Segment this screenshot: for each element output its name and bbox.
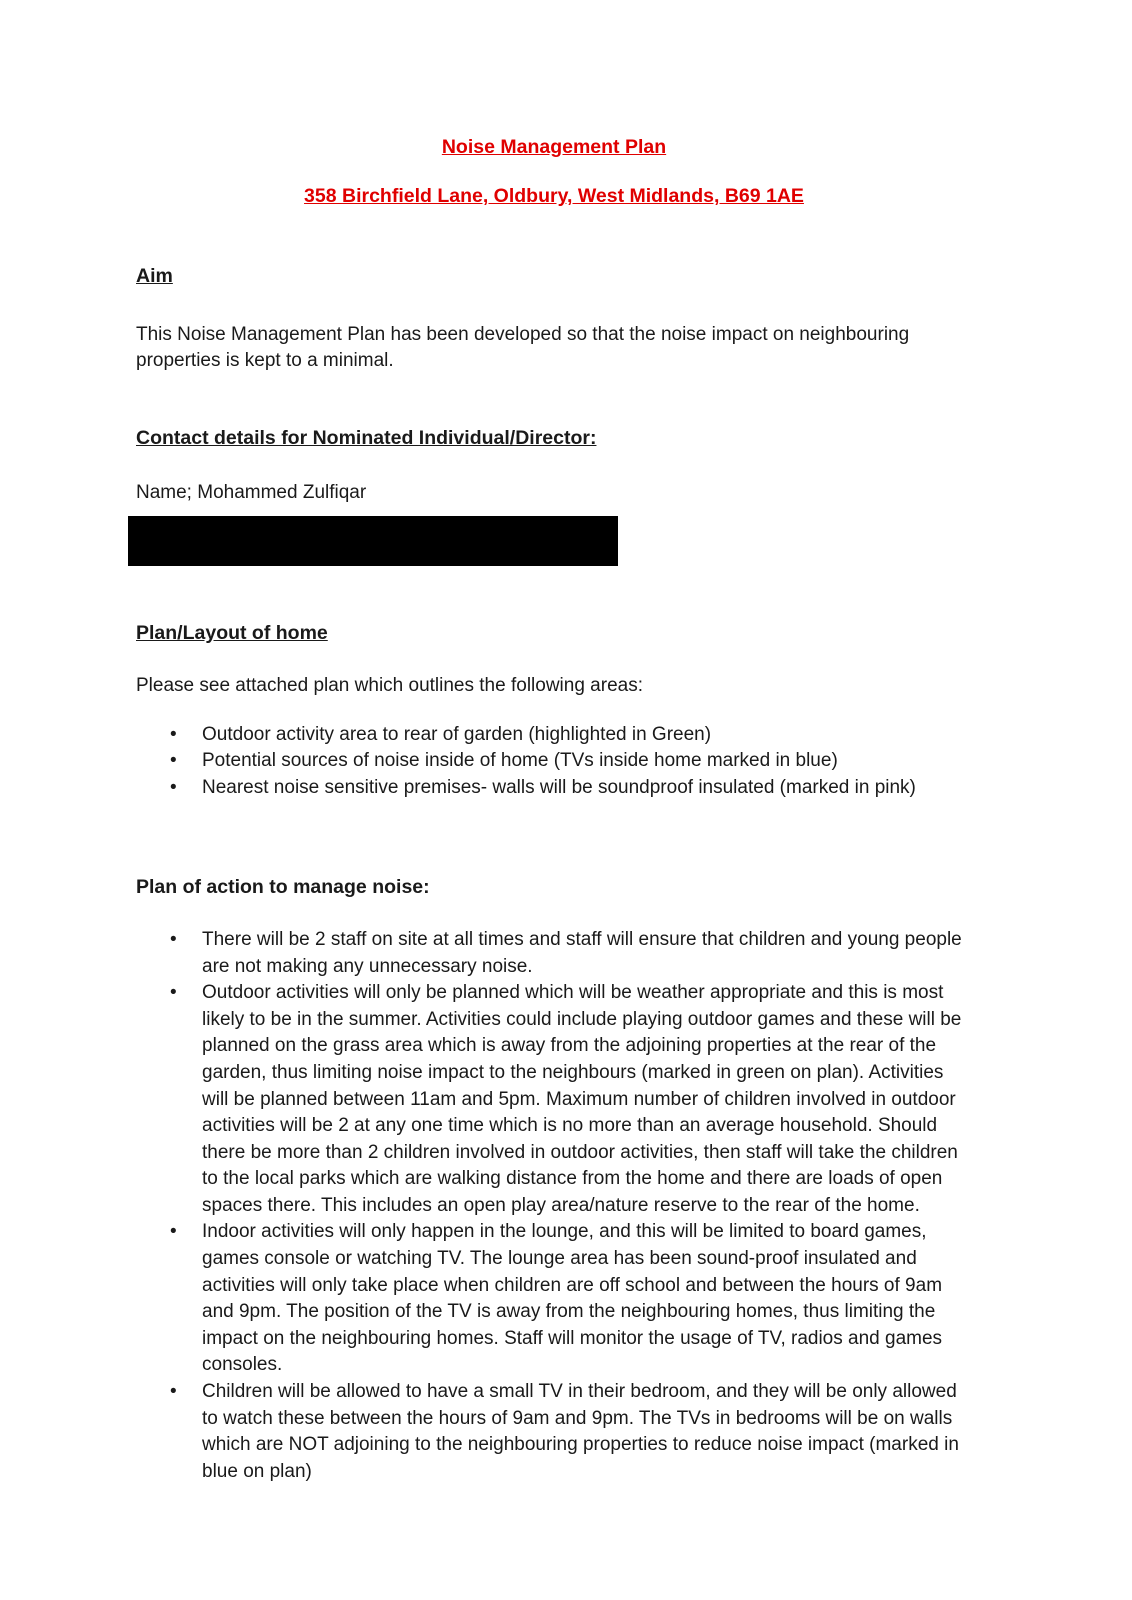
list-item: • There will be 2 staff on site at all times and staff will ensure that children and young people are not making any unnecessary noise. [170, 927, 972, 980]
document-address-subtitle: 358 Birchfield Lane, Oldbury, West Midlands, B69 1AE [304, 185, 804, 208]
list-item: • Potential sources of noise inside of home (TVs inside home marked in blue) [170, 748, 972, 775]
list-item: • Outdoor activity area to rear of garden (highlighted in Green) [170, 722, 972, 749]
list-item: • Children will be allowed to have a small TV in their bedroom, and they will be only allowed to watch these between the hours of 9am and 9pm. The TVs in bedrooms will be on walls which are NOT adjoining to the neighbouring properties to reduce noise impact (marked in blue on plan) [170, 1379, 972, 1485]
aim-paragraph: This Noise Management Plan has been developed so that the noise impact on neighbouring properties is kept to a minimal. [136, 323, 910, 372]
action-plan-bullet-list [136, 927, 972, 1485]
list-item: • Outdoor activities will only be planned which will be weather appropriate and this is most likely to be in the summer. Activities could include playing outdoor games and these will be planned on the grass area which is away from the adjoining properties at the rear of the garden, thus limiting noise impact to the neighbours (marked in green on plan). Activities will be planned between 11am and 5pm. Maximum number of children involved in outdoor activities will be 2 at any one time which is no more than an average household. Should there be more than 2 children involved in outdoor activities, then staff will take the children to the local parks which are walking distance from the home and there are loads of open spaces there. This includes an open play area/nature reserve to the rear of the home. [170, 980, 972, 1219]
plan-layout-heading: Plan/Layout of home [136, 621, 328, 644]
list-item: • Indoor activities will only happen in the lounge, and this will be limited to board games, games console or watching TV. The lounge area has been sound-proof insulated and activities will only take place when children are off school and between the hours of 9am and 9pm. The position of the TV is away from the neighbouring homes, thus limiting the impact on the neighbouring homes. Staff will monitor the usage of TV, radios and games consoles. [170, 1219, 972, 1379]
aim-heading: Aim [136, 264, 173, 287]
document-title: Noise Management Plan [441, 136, 667, 158]
plan-layout-intro: Please see attached plan which outlines the following areas: [136, 675, 643, 697]
list-item: • Nearest noise sensitive premises- walls will be soundproof insulated (marked in pink) [170, 775, 972, 802]
redacted-contact-info-box [128, 516, 618, 566]
action-plan-heading: Plan of action to manage noise: [136, 875, 430, 898]
contact-details-heading: Contact details for Nominated Individual/Director: [136, 427, 597, 450]
plan-layout-bullet-list [136, 722, 972, 802]
contact-name-line: Name; Mohammed Zulfiqar [136, 482, 367, 504]
